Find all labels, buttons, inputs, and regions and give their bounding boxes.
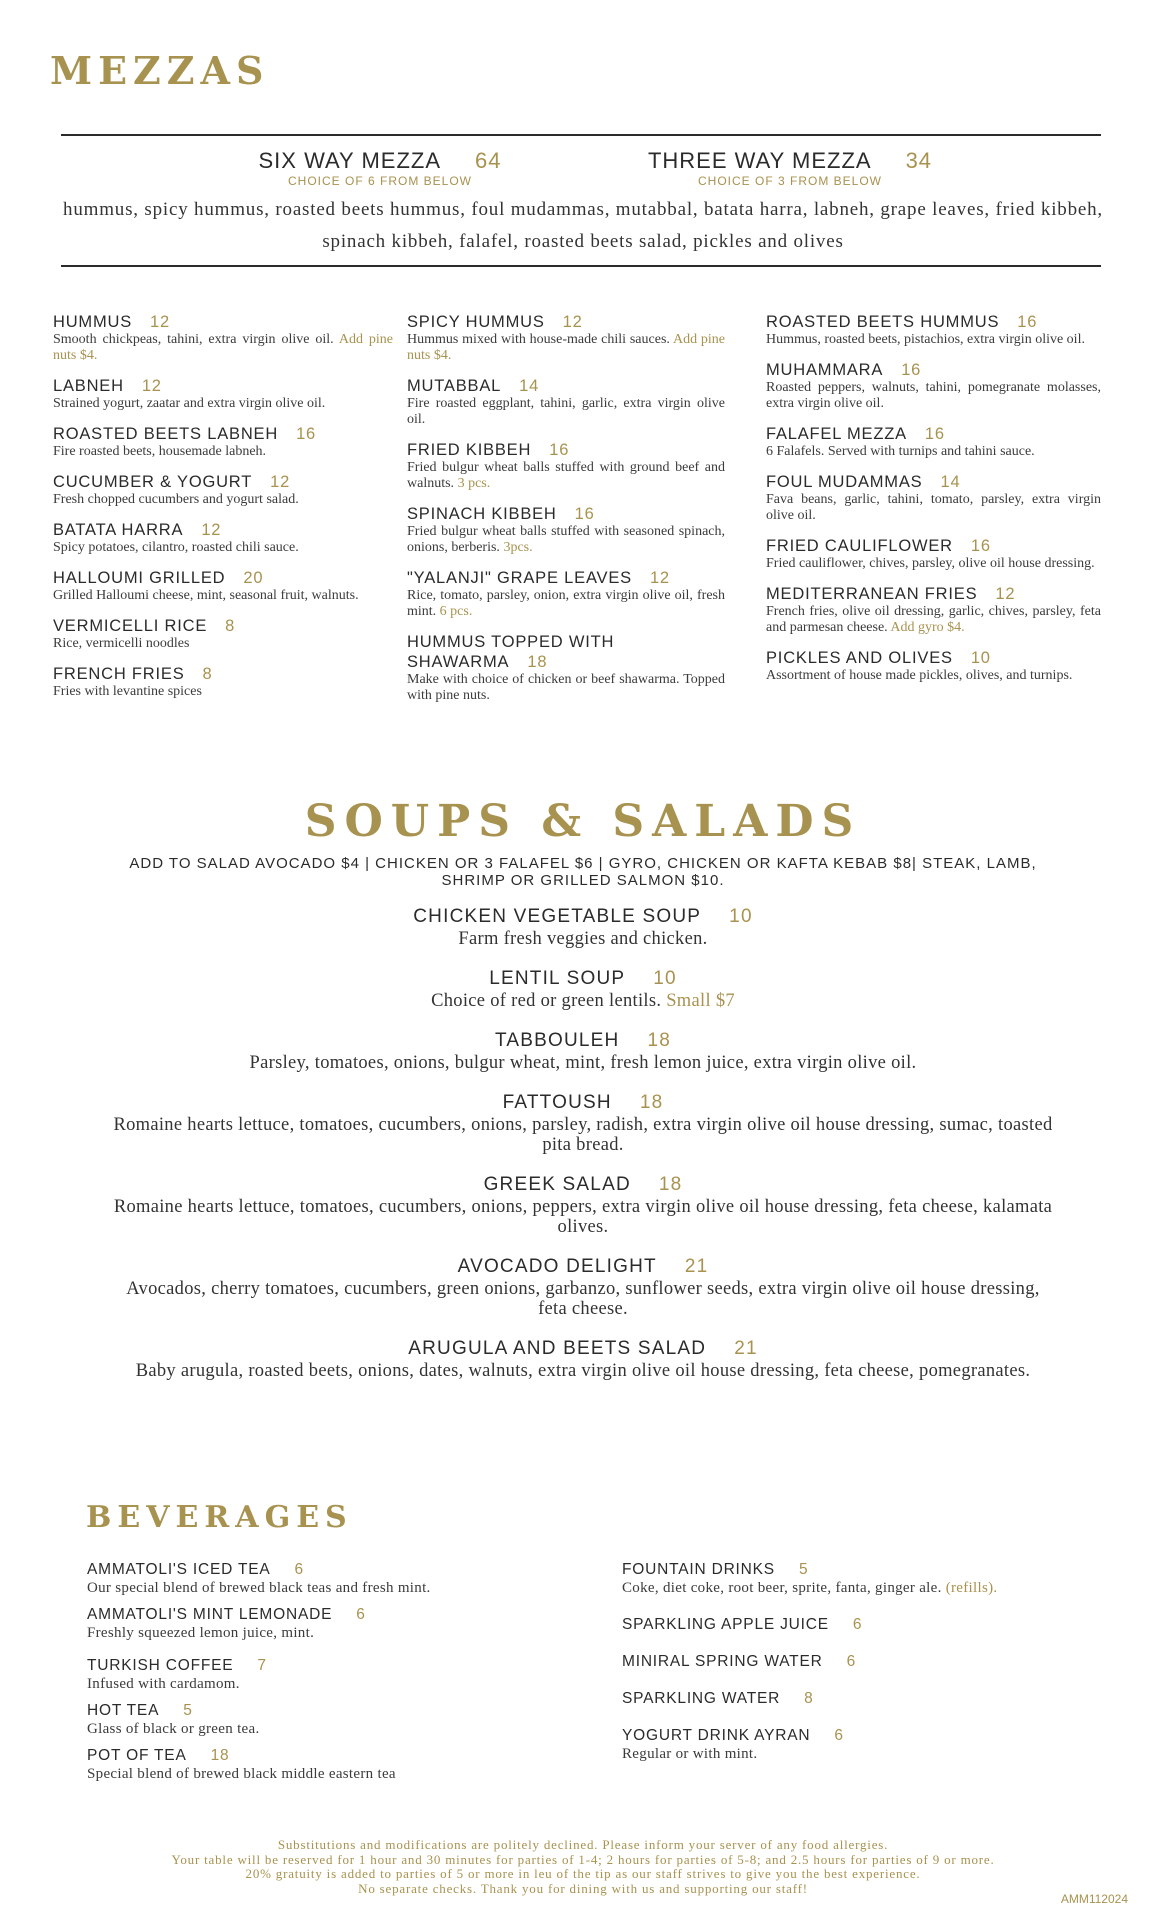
- menu-item: [407, 504, 725, 556]
- footer-line: Your table will be reserved for 1 hour and 30 minutes for parties of 1-4; 2 hours for parties of 5-8; and 2.5 hours for parties of 9 or more.: [171, 1851, 995, 1867]
- item-description: [766, 332, 1101, 348]
- item-desc-text: Farm fresh veggies and chicken.: [458, 929, 708, 949]
- mezza-column-3: [766, 312, 1101, 696]
- item-name-line: [407, 504, 725, 524]
- item-name: SPICY HUMMUS: [407, 313, 545, 331]
- item-price: 16: [549, 441, 570, 459]
- menu-item: [622, 1689, 1102, 1708]
- item-description: [407, 588, 725, 620]
- item-extra: 6 pcs.: [439, 604, 473, 619]
- menu-item: [766, 536, 1101, 572]
- item-name: FOUL MUDAMMAS: [766, 473, 923, 491]
- menu-item: [53, 664, 393, 700]
- item-name: FRIED KIBBEH: [407, 441, 532, 459]
- item-price: 7: [257, 1657, 267, 1674]
- item-name-line: [87, 1560, 567, 1579]
- item-extra: (refills).: [945, 1580, 998, 1596]
- item-price: 21: [734, 1338, 758, 1359]
- item-description: [622, 1745, 1102, 1763]
- item-description: [407, 460, 725, 492]
- item-description: [766, 492, 1101, 524]
- item-description: [53, 636, 393, 652]
- item-extra: 3pcs.: [503, 540, 533, 555]
- menu-item: [407, 312, 725, 364]
- item-name: GREEK SALAD: [483, 1174, 631, 1195]
- item-price: 12: [562, 313, 583, 331]
- menu-item: [766, 360, 1101, 412]
- item-price: 16: [296, 425, 317, 443]
- combo-description: hummus, spicy hummus, roasted beets hummus, foul mudammas, mutabbal, batata harra, labneh, grape leaves, fried kibbeh, spinach kibbeh, falafel, roasted beets salad, pickles and olives: [63, 199, 1103, 252]
- item-desc-text: Make with choice of chicken or beef shawarma. Topped with pine nuts.: [407, 672, 725, 703]
- item-description: [87, 1675, 567, 1693]
- item-desc-text: Special blend of brewed black middle eastern tea: [87, 1766, 396, 1782]
- item-price: 6: [852, 1616, 863, 1633]
- item-price: 16: [924, 425, 945, 443]
- top-divider: [61, 134, 1101, 136]
- three-way-name: THREE WAY MEZZA: [647, 148, 872, 173]
- item-desc-text: Avocados, cherry tomatoes, cucumbers, green onions, garbanzo, sunflower seeds, extra virgin olive oil house dressing, feta cheese.: [126, 1279, 1040, 1319]
- item-description: [407, 672, 725, 704]
- menu-item: [407, 568, 725, 620]
- item-description: [53, 540, 393, 556]
- menu-item: [87, 1560, 567, 1597]
- item-name-line: [110, 1337, 1056, 1361]
- footer-line: Substitutions and modifications are politely declined. Please inform your server of any food allergies.: [277, 1837, 889, 1852]
- item-price: 14: [519, 377, 540, 395]
- item-name: LENTIL SOUP: [489, 968, 626, 989]
- mezza-column-2: [407, 312, 725, 716]
- item-price: 16: [970, 537, 991, 555]
- item-desc-text: Parsley, tomatoes, onions, bulgur wheat, mint, fresh lemon juice, extra virgin olive oil.: [249, 1053, 917, 1073]
- item-name-line: [87, 1656, 567, 1675]
- item-price: 20: [243, 569, 264, 587]
- item-name-line: [766, 312, 1101, 332]
- item-name-line: [110, 967, 1056, 991]
- item-name-line: [766, 536, 1101, 556]
- item-name: AMMATOLI'S ICED TEA: [87, 1561, 271, 1578]
- footer-notes: [80, 1838, 1086, 1896]
- mezza-column-1: [53, 312, 393, 712]
- menu-item: [766, 648, 1101, 684]
- item-desc-text: Fresh chopped cucumbers and yogurt salad.: [53, 492, 299, 507]
- item-description: [766, 556, 1101, 572]
- item-desc-text: Spicy potatoes, cilantro, roasted chili sauce.: [53, 540, 299, 555]
- menu-item: [622, 1615, 1102, 1634]
- item-desc-text: Regular or with mint.: [622, 1746, 758, 1762]
- item-description: [110, 1361, 1056, 1381]
- item-name-line: [407, 632, 725, 672]
- item-desc-text: 6 Falafels. Served with turnips and tahini sauce.: [766, 444, 1035, 459]
- item-name: CHICKEN VEGETABLE SOUP: [413, 906, 702, 927]
- item-description: [53, 396, 393, 412]
- item-name-line: [622, 1560, 1102, 1579]
- item-price: 8: [202, 665, 213, 683]
- menu-item: [53, 376, 393, 412]
- item-price: 8: [225, 617, 236, 635]
- item-name: HUMMUS TOPPED WITH SHAWARMA: [407, 633, 615, 671]
- item-desc-text: Freshly squeezed lemon juice, mint.: [87, 1625, 315, 1641]
- item-name: HALLOUMI GRILLED: [53, 569, 226, 587]
- item-description: [110, 1053, 1056, 1073]
- menu-item: [53, 520, 393, 556]
- item-name: MINIRAL SPRING WATER: [622, 1653, 823, 1670]
- item-price: 18: [647, 1030, 672, 1051]
- item-name: MEDITERRANEAN FRIES: [766, 585, 978, 603]
- item-desc-text: Grilled Halloumi cheese, mint, seasonal fruit, walnuts.: [53, 588, 359, 603]
- item-name: CUCUMBER & YOGURT: [53, 473, 253, 491]
- item-name: TURKISH COFFEE: [87, 1657, 234, 1674]
- item-price: 21: [684, 1256, 709, 1277]
- item-desc-text: Romaine hearts lettuce, tomatoes, cucumbers, onions, parsley, radish, extra virgin olive oil house dressing, sumac, toasted pita bread.: [113, 1115, 1053, 1155]
- item-desc-text: Infused with cardamom.: [87, 1676, 240, 1692]
- item-name: BATATA HARRA: [53, 521, 184, 539]
- menu-item: [622, 1726, 1102, 1763]
- three-way-sub: CHOICE OF 3 FROM BELOW: [697, 174, 882, 188]
- item-price: 6: [846, 1653, 856, 1670]
- item-desc-text: Our special blend of brewed black teas and fresh mint.: [87, 1580, 431, 1596]
- menu-item: [622, 1560, 1102, 1597]
- item-name: PICKLES AND OLIVES: [766, 649, 953, 667]
- item-desc-text: Hummus, roasted beets, pistachios, extra virgin olive oil.: [766, 332, 1085, 347]
- item-desc-text: Choice of red or green lentils.: [431, 991, 662, 1011]
- item-name-line: [622, 1689, 1102, 1708]
- menu-code: AMM112024: [1060, 1892, 1128, 1906]
- three-way-mezza: [625, 148, 955, 188]
- item-price: 18: [210, 1747, 230, 1764]
- six-way-name: SIX WAY MEZZA: [258, 148, 442, 173]
- item-extra: Add gyro $4.: [890, 620, 965, 635]
- footer-line: No separate checks. Thank you for dining with us and supporting our staff!: [358, 1880, 808, 1896]
- item-name-line: [407, 376, 725, 396]
- item-price: 16: [574, 505, 595, 523]
- item-name: FATTOUSH: [502, 1092, 612, 1113]
- item-price: 18: [658, 1174, 683, 1195]
- item-desc-text: Fava beans, garlic, tahini, tomato, parsley, extra virgin olive oil.: [766, 492, 1101, 523]
- item-name-line: [407, 568, 725, 588]
- item-name-line: [53, 616, 393, 636]
- item-price: 12: [150, 313, 170, 331]
- item-extra: Add pine nuts $4.: [407, 332, 725, 363]
- item-name-line: [53, 520, 393, 540]
- item-extra: Small $7: [666, 991, 735, 1011]
- item-description: [53, 684, 393, 700]
- item-description: [87, 1579, 567, 1597]
- item-desc-text: Fried bulgur wheat balls stuffed with seasoned spinach, onions, berberis.: [407, 524, 725, 555]
- item-name-line: [766, 648, 1101, 668]
- menu-item: [87, 1656, 567, 1693]
- menu-item: [53, 616, 393, 652]
- item-description: [110, 991, 1056, 1011]
- item-name: ROASTED BEETS LABNEH: [53, 425, 279, 443]
- six-way-sub: CHOICE OF 6 FROM BELOW: [287, 174, 472, 188]
- item-price: 14: [940, 473, 961, 491]
- item-name-line: [622, 1615, 1102, 1634]
- item-desc-text: Hummus mixed with house-made chili sauces.: [407, 332, 670, 347]
- item-price: 8: [804, 1690, 814, 1707]
- item-name-line: [87, 1746, 567, 1765]
- six-way-mezza: [230, 148, 530, 188]
- item-description: [622, 1579, 1102, 1597]
- item-description: [53, 492, 393, 508]
- item-name-line: [766, 584, 1101, 604]
- item-desc-text: Rice, vermicelli noodles: [53, 636, 190, 651]
- menu-item: [407, 376, 725, 428]
- item-name: SPINACH KIBBEH: [407, 505, 557, 523]
- item-name: MUHAMMARA: [766, 361, 884, 379]
- item-desc-text: Assortment of house made pickles, olives, and turnips.: [766, 668, 1073, 683]
- menu-item: [110, 967, 1056, 1011]
- item-price: 12: [270, 473, 291, 491]
- footer-line: 20% gratuity is added to parties of 5 or more in leu of the tip as our staff strives to give you the best experience.: [245, 1866, 921, 1881]
- item-desc-text: Fire roasted beets, housemade labneh.: [53, 444, 267, 459]
- menu-item: [110, 905, 1056, 949]
- menu-item: [53, 472, 393, 508]
- item-price: 6: [834, 1727, 844, 1744]
- item-description: [87, 1624, 567, 1642]
- item-description: [407, 396, 725, 428]
- item-description: [110, 929, 1056, 949]
- menu-item: [766, 312, 1101, 348]
- item-name: YOGURT DRINK AYRAN: [622, 1727, 811, 1744]
- item-description: [110, 1279, 1056, 1319]
- item-name-line: [622, 1652, 1102, 1671]
- menu-item: [110, 1173, 1056, 1237]
- bottom-divider: [61, 265, 1101, 267]
- item-name: FALAFEL MEZZA: [766, 425, 907, 443]
- item-name-line: [766, 424, 1101, 444]
- item-description: [53, 444, 393, 460]
- item-name: HUMMUS: [53, 313, 133, 331]
- item-name: ROASTED BEETS HUMMUS: [766, 313, 1000, 331]
- item-price: 6: [356, 1606, 366, 1623]
- item-desc-text: Glass of black or green tea.: [87, 1721, 260, 1737]
- item-name: MUTABBAL: [407, 377, 502, 395]
- menu-item: [53, 312, 393, 364]
- item-description: [407, 524, 725, 556]
- item-name: SPARKLING WATER: [622, 1690, 781, 1707]
- item-desc-text: Baby arugula, roasted beets, onions, dates, walnuts, extra virgin olive oil house dressing, feta cheese, pomegranates.: [135, 1361, 1031, 1381]
- item-extra: Add pine nuts $4.: [53, 332, 393, 363]
- item-extra: 3 pcs.: [457, 476, 491, 491]
- item-name-line: [407, 312, 725, 332]
- menu-item: [110, 1337, 1056, 1381]
- item-name: AMMATOLI'S MINT LEMONADE: [87, 1606, 333, 1623]
- item-name-line: [110, 1173, 1056, 1197]
- menu-item: [766, 424, 1101, 460]
- salad-addons-note: ADD TO SALAD AVOCADO $4 | CHICKEN OR 3 FALAFEL $6 | GYRO, CHICKEN OR KAFTA KEBAB $8| STEAK, LAMB, SHRIMP OR GRILLED SALMON $10.: [129, 855, 1037, 889]
- menu-item: [110, 1091, 1056, 1155]
- item-name-line: [407, 440, 725, 460]
- soups-list: [110, 905, 1056, 1399]
- item-name: ARUGULA AND BEETS SALAD: [408, 1338, 707, 1359]
- item-name: SPARKLING APPLE JUICE: [622, 1616, 829, 1633]
- item-name-line: [53, 376, 393, 396]
- item-name: HOT TEA: [87, 1702, 160, 1719]
- item-price: 12: [649, 569, 670, 587]
- item-name: AVOCADO DELIGHT: [457, 1256, 657, 1277]
- menu-item: [87, 1605, 567, 1642]
- item-name-line: [53, 424, 393, 444]
- item-desc-text: Coke, diet coke, root beer, sprite, fanta, ginger ale.: [622, 1580, 942, 1596]
- item-name: FOUNTAIN DRINKS: [622, 1561, 775, 1578]
- item-price: 10: [970, 649, 991, 667]
- item-desc-text: Roasted peppers, walnuts, tahini, pomegranate molasses, extra virgin olive oil.: [766, 380, 1101, 411]
- mezzas-title: MEZZAS: [50, 48, 270, 93]
- item-price: 12: [201, 521, 222, 539]
- soups-title: SOUPS & SALADS: [304, 796, 862, 847]
- item-desc-text: Strained yogurt, zaatar and extra virgin olive oil.: [53, 396, 326, 411]
- item-description: [110, 1115, 1056, 1155]
- item-name: VERMICELLI RICE: [53, 617, 208, 635]
- menu-item: [53, 568, 393, 604]
- item-name-line: [53, 312, 393, 332]
- menu-item: [407, 440, 725, 492]
- menu-item: [622, 1652, 1102, 1671]
- item-desc-text: Romaine hearts lettuce, tomatoes, cucumbers, onions, peppers, extra virgin olive oil house dressing, feta cheese, kalamata olives.: [113, 1197, 1053, 1237]
- item-desc-text: Fried bulgur wheat balls stuffed with ground beef and walnuts.: [407, 460, 725, 491]
- item-desc-text: Rice, tomato, parsley, onion, extra virgin olive oil, fresh mint.: [407, 588, 725, 619]
- item-description: [766, 604, 1101, 636]
- menu-item: [87, 1701, 567, 1738]
- item-description: [766, 668, 1101, 684]
- item-name: FRIED CAULIFLOWER: [766, 537, 953, 555]
- item-name-line: [53, 664, 393, 684]
- item-price: 12: [141, 377, 162, 395]
- item-desc-text: French fries, olive oil dressing, garlic, chives, parsley, feta and parmesan cheese.: [766, 604, 1101, 635]
- item-desc-text: Fries with levantine spices: [53, 684, 202, 699]
- beverages-title: BEVERAGES: [86, 1500, 353, 1535]
- item-price: 6: [294, 1561, 304, 1578]
- menu-item: [110, 1255, 1056, 1319]
- menu-item: [53, 424, 393, 460]
- item-name-line: [110, 1029, 1056, 1053]
- item-name-line: [87, 1701, 567, 1720]
- item-desc-text: Fire roasted eggplant, tahini, garlic, extra virgin olive oil.: [407, 396, 725, 427]
- item-description: [53, 588, 393, 604]
- item-description: [407, 332, 725, 364]
- item-name-line: [110, 1255, 1056, 1279]
- item-price: 10: [653, 968, 677, 989]
- item-name-line: [53, 568, 393, 588]
- item-name-line: [766, 360, 1101, 380]
- item-desc-text: Smooth chickpeas, tahini, extra virgin olive oil.: [53, 332, 334, 347]
- menu-item: [766, 472, 1101, 524]
- item-name: POT OF TEA: [87, 1747, 187, 1764]
- item-description: [53, 332, 393, 364]
- item-name-line: [766, 472, 1101, 492]
- item-price: 18: [527, 653, 548, 671]
- item-price: 5: [798, 1561, 809, 1578]
- item-name-line: [87, 1605, 567, 1624]
- menu-item: [766, 584, 1101, 636]
- three-way-price: 34: [905, 148, 933, 173]
- item-price: 16: [1017, 313, 1038, 331]
- item-description: [87, 1765, 567, 1783]
- item-price: 16: [901, 361, 922, 379]
- item-description: [766, 380, 1101, 412]
- item-price: 12: [995, 585, 1016, 603]
- item-description: [110, 1197, 1056, 1237]
- beverage-column-1: [87, 1560, 567, 1791]
- item-description: [766, 444, 1101, 460]
- item-desc-text: Fried cauliflower, chives, parsley, olive oil house dressing.: [766, 556, 1095, 571]
- item-name-line: [53, 472, 393, 492]
- menu-item: [110, 1029, 1056, 1073]
- item-name-line: [622, 1726, 1102, 1745]
- item-name-line: [110, 1091, 1056, 1115]
- item-name: LABNEH: [53, 377, 124, 395]
- beverage-column-2: [622, 1560, 1102, 1781]
- item-price: 18: [639, 1092, 664, 1113]
- menu-item: [87, 1746, 567, 1783]
- item-name: TABBOULEH: [494, 1030, 620, 1051]
- item-price: 10: [729, 906, 753, 927]
- item-name: FRENCH FRIES: [53, 665, 185, 683]
- item-name: "YALANJI" GRAPE LEAVES: [407, 569, 632, 587]
- item-price: 5: [183, 1702, 193, 1719]
- menu-item: [407, 632, 725, 704]
- item-description: [87, 1720, 567, 1738]
- item-name-line: [110, 905, 1056, 929]
- six-way-price: 64: [475, 148, 502, 173]
